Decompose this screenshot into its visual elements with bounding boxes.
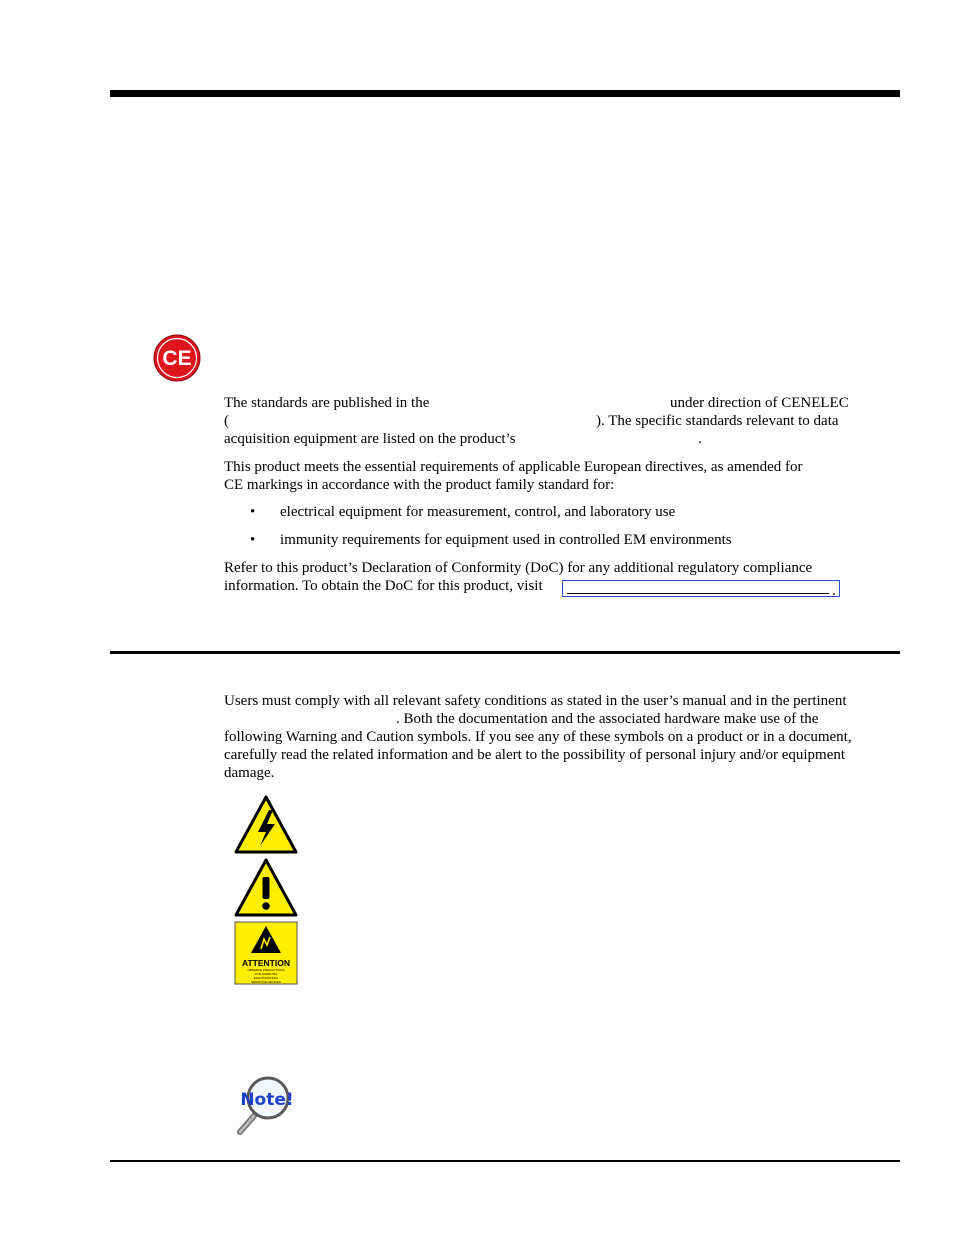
section-rule bbox=[110, 651, 900, 654]
note-magnifier-icon bbox=[234, 1074, 298, 1138]
doc-reference-text: Refer to this product’s Declaration of Conformity (DoC) for any additional regulatory compliance bbox=[224, 560, 813, 576]
ce-standards-paren-open: ( bbox=[224, 413, 229, 429]
ce-standards-relevant-text: ). The specific standards relevant to data bbox=[596, 413, 839, 429]
bullet-item: immunity requirements for equipment used in controlled EM environments bbox=[280, 532, 732, 548]
safety-text-line: damage. bbox=[224, 765, 275, 781]
electrical-hazard-icon bbox=[234, 794, 298, 858]
esd-fine-print: OBSERVE PRECAUTIONS bbox=[247, 968, 285, 972]
ce-mark-icon bbox=[153, 334, 201, 382]
doc-url-link[interactable] bbox=[562, 580, 840, 597]
safety-text-line: following Warning and Caution symbols. If you see any of these symbols on a product or in a document, bbox=[224, 729, 852, 745]
esd-fine-print: ELECTROSTATIC bbox=[253, 976, 279, 980]
ce-requirements-text-cont: CE markings in accordance with the product family standard for: bbox=[224, 477, 615, 493]
doc-reference-text-cont: information. To obtain the DoC for this product, visit bbox=[224, 578, 543, 594]
bullet-dot: • bbox=[250, 532, 256, 548]
caution-icon bbox=[234, 857, 298, 921]
ce-standards-period: . bbox=[698, 431, 702, 447]
esd-fine-print: FOR HANDLING bbox=[254, 972, 278, 976]
safety-text-line: Users must comply with all relevant safety conditions as stated in the user’s manual and in the pertinent bbox=[224, 693, 847, 709]
doc-url-underline bbox=[567, 593, 829, 594]
note-label: Note! bbox=[240, 1090, 294, 1110]
esd-attention-label: ATTENTION bbox=[241, 958, 291, 968]
safety-text-line: . Both the documentation and the associated hardware make use of the bbox=[396, 711, 819, 727]
esd-fine-print: SENSITIVE DEVICES bbox=[251, 980, 281, 984]
footer-rule bbox=[110, 1160, 900, 1162]
ce-standards-text: The standards are published in the bbox=[224, 395, 430, 411]
doc-url-period: . bbox=[832, 583, 836, 599]
esd-attention-icon bbox=[234, 921, 298, 985]
bullet-item: electrical equipment for measurement, control, and laboratory use bbox=[280, 504, 676, 520]
ce-standards-listed-text: acquisition equipment are listed on the product’s bbox=[224, 431, 516, 447]
header-rule bbox=[110, 90, 900, 97]
safety-text-line: carefully read the related information and be alert to the possibility of personal injury and/or equipment bbox=[224, 747, 846, 763]
bullet-dot: • bbox=[250, 504, 256, 520]
ce-standards-text-cont: under direction of CENELEC bbox=[670, 395, 849, 411]
ce-requirements-text: This product meets the essential requirements of applicable European directives, as amended for bbox=[224, 459, 803, 475]
ce-logo-text: CE bbox=[162, 347, 192, 370]
